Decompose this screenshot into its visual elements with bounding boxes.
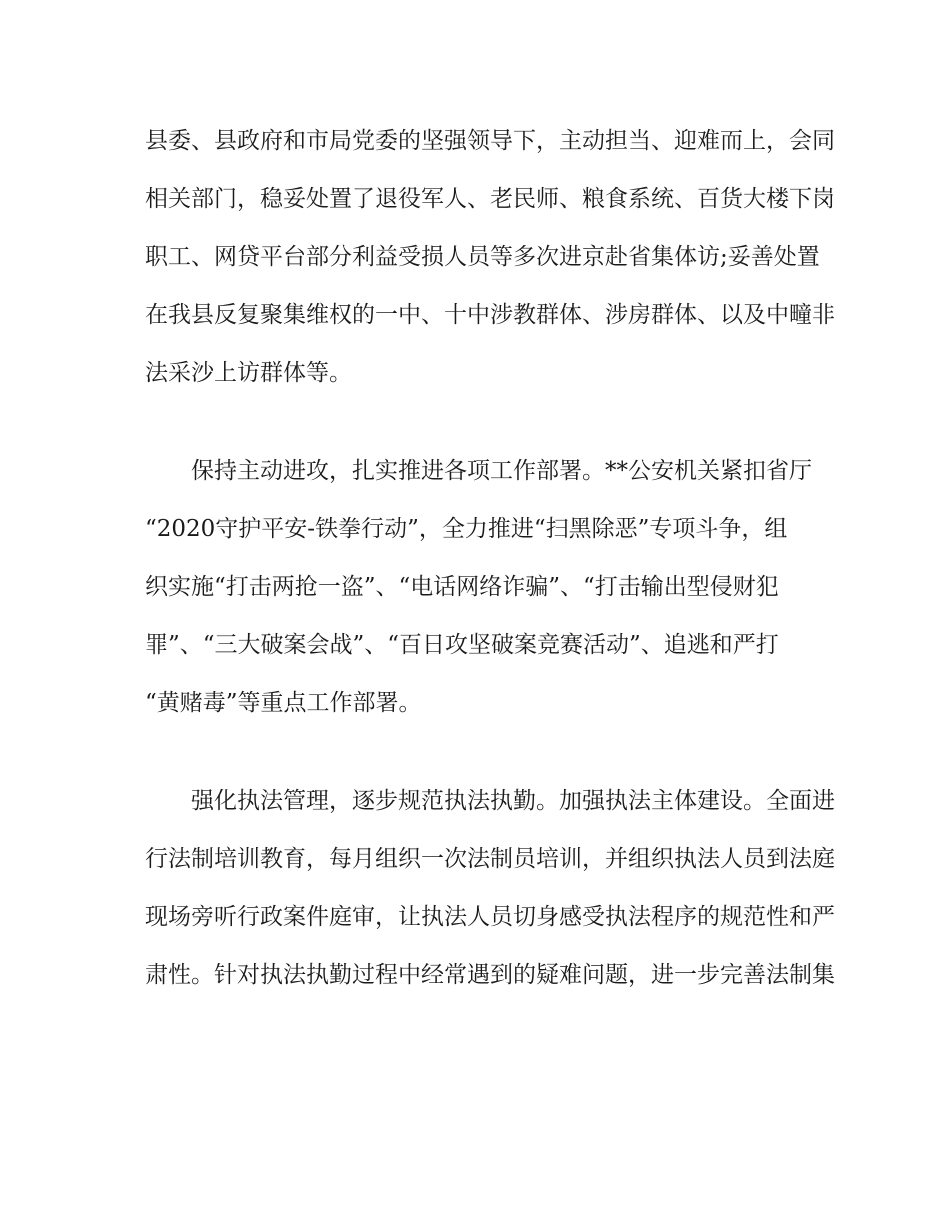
paragraph-3-line-3: 现场旁听行政案件庭审，让执法人员切身感受执法程序的规范性和严 (145, 904, 835, 930)
paragraph-1-line-3: 职工、网贷平台部分利益受损人员等多次进京赴省集体访;妥善处置 (145, 244, 820, 270)
paragraph-2-line-5: “黄赌毒”等重点工作部署。 (145, 690, 422, 716)
paragraph-3-line-4: 肃性。针对执法执勤过程中经常遇到的疑难问题，进一步完善法制集 (145, 962, 835, 988)
paragraph-1-line-2: 相关部门，稳妥处置了退役军人、老民师、粮食系统、百货大楼下岗 (145, 186, 835, 212)
paragraph-2-line-3: 织实施“打击两抢一盗”、“电话网络诈骗”、“打击输出型侵财犯 (145, 574, 779, 600)
paragraph-1-line-1: 县委、县政府和市局党委的坚强领导下，主动担当、迎难而上，会同 (145, 128, 835, 154)
paragraph-3-line-2: 行法制培训教育，每月组织一次法制员培训，并组织执法人员到法庭 (145, 846, 835, 872)
paragraph-2-line-4: 罪”、“三大破案会战”、“百日攻坚破案竞赛活动”、追逃和严打 (145, 632, 779, 658)
paragraph-2-line-2: “2020守护平安-铁拳行动”，全力推进“扫黑除恶”专项斗争，组 (145, 516, 788, 542)
paragraph-1-line-5: 法采沙上访群体等。 (145, 360, 352, 386)
paragraph-2-line-1: 保持主动进攻，扎实推进各项工作部署。**公安机关紧扣省厅 (191, 458, 812, 484)
paragraph-1-line-4: 在我县反复聚集维权的一中、十中涉教群体、涉房群体、以及中疃非 (145, 302, 835, 328)
paragraph-3-line-1: 强化执法管理，逐步规范执法执勤。加强执法主体建设。全面进 (191, 788, 835, 814)
